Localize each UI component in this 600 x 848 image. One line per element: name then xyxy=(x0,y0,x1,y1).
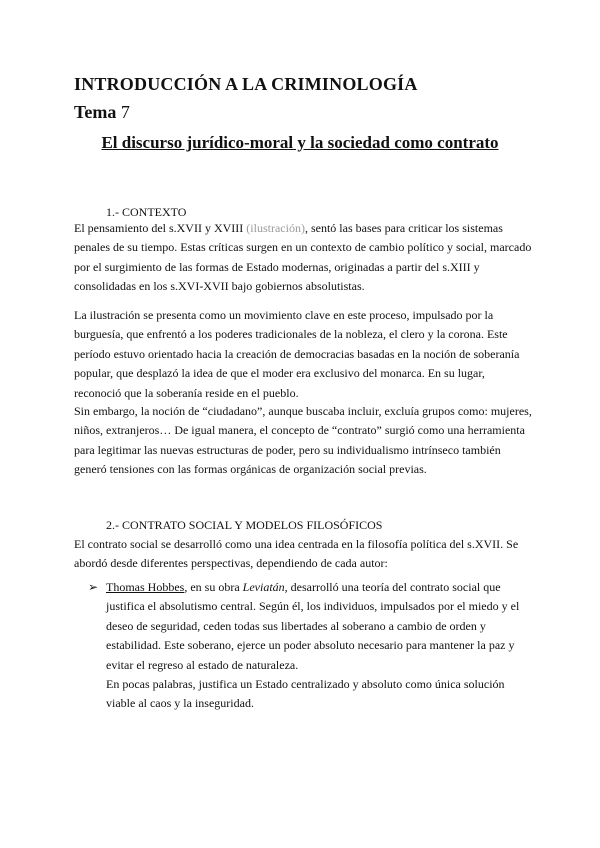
paragraph-context-2: La ilustración se presenta como un movimiento clave en este proceso, impulsado por la burguesía, que enfrentó a los poderes tradicionales de la nobleza, el clero y la corona. Este período estuvo orientado hacia la creación de democracias basadas en la noción de soberanía popular, que desplazó la idea de que el moder era exclusivo del monarca. En su lugar, reconoció que la soberanía reside en el pueblo. xyxy=(74,308,520,400)
paragraph-social-contract-intro: El contrato social se desarrolló como una idea centrada en la filosofía política del s.XVII. Se abordó desde diferentes perspectivas, dependiendo de cada autor: xyxy=(74,537,519,571)
section-heading-social-contract: 2.- CONTRATO SOCIAL Y MODELOS FILOSÓFICOS xyxy=(106,518,383,532)
list-item-hobbes xyxy=(106,578,534,714)
paragraph-context-3: Sin embargo, la noción de “ciudadano”, aunque buscaba incluir, excluía grupos como: mujeres, niños, extranjeros… De igual manera, el concepto de “contrato” surgió como una herramienta para legitimar las nuevas estructuras de poder, pero su individualismo intrínseco también generó tensiones con las formas orgánicas de organización social previas. xyxy=(74,404,532,477)
section-heading-context: 1.- CONTEXTO xyxy=(106,205,187,219)
hobbes-text-start: , en su obra xyxy=(184,580,243,594)
topic-number: 7 xyxy=(120,102,130,122)
illustration-note: (ilustración) xyxy=(246,221,305,235)
paragraph-context-1-start: El pensamiento del s.XVII y XVIII xyxy=(74,221,247,235)
hobbes-summary: En pocas palabras, justifica un Estado centralizado y absoluto como única solución viable al caos y la inseguridad. xyxy=(106,677,505,711)
topic-label: Tema xyxy=(74,102,117,122)
paragraph-context-1-end: , sentó las bases para criticar los sistemas penales de su tiempo. Estas críticas surgen en un contexto de cambio político y social, marcado por el surgimiento de las formas de Estado modernas, originadas a partir del s.XIII y consolidadas en los s.XVI-XVII bajo gobiernos absolutistas. xyxy=(74,221,532,294)
author-name-hobbes: Thomas Hobbes xyxy=(106,580,185,594)
bullet-arrow-icon: ➢ xyxy=(88,580,99,594)
work-title-leviathan: Leviatán xyxy=(242,580,285,594)
topic-heading xyxy=(74,102,130,123)
document-title: El discurso jurídico-moral y la sociedad como contrato xyxy=(101,133,499,152)
hobbes-paragraph xyxy=(106,578,534,675)
hobbes-text-end: , desarrolló una teoría del contrato social que justifica el absolutismo central. Según él, los individuos, impulsados por el miedo y el deseo de seguridad, ceden todas sus libertades al soberano a cambio de orden y estabilidad. Este soberano, ejerce un poder absoluto necesario para mantener la paz y evitar el regreso al estado de naturaleza. xyxy=(106,580,520,672)
course-title: INTRODUCCIÓN A LA CRIMINOLOGÍA xyxy=(74,74,418,94)
paragraph-context-1 xyxy=(74,219,534,297)
